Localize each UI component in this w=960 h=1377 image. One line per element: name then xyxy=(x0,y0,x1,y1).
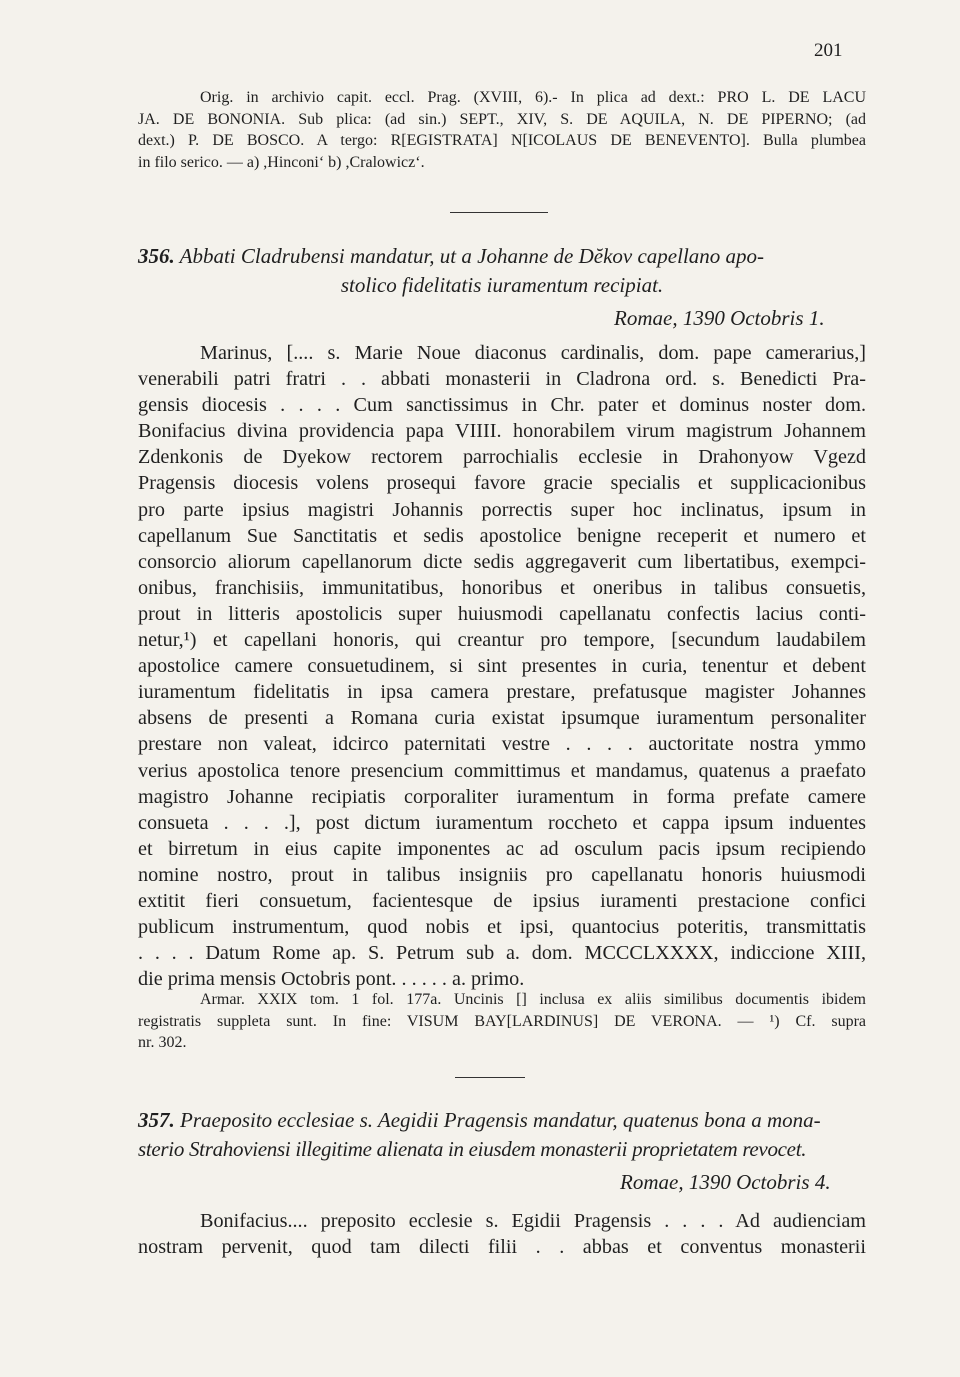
body-line: absens de presenti a Romana curia existat ipsumque iuramentum personaliter xyxy=(138,707,866,730)
body-line: gensis diocesis . . . . Cum sanctissimus in Chr. pater et dominus noster dom. xyxy=(138,394,866,417)
doc356-heading xyxy=(138,242,866,300)
doc356-heading-line2: stolico fidelitatis iuramentum recipiat. xyxy=(340,273,664,297)
section-divider xyxy=(455,1077,525,1078)
body-line: magistro Johanne recipiatis corporaliter iuramentum in forma prefate camere xyxy=(138,785,866,808)
doc356-place-date: Romae, 1390 Octobris 1. xyxy=(614,306,825,330)
body-line: venerabili patri fratri . . abbati monasterii in Cladrona ord. s. Benedicti Pra- xyxy=(138,368,866,391)
doc356-body xyxy=(138,340,866,992)
doc356-footnote xyxy=(138,989,866,1054)
note-line: dext.) P. DE BOSCO. A tergo: R[EGISTRATA] N[ICOLAUS DE BENEVENTO]. Bulla plumbea xyxy=(138,132,866,149)
doc357-place-date: Romae, 1390 Octobris 4. xyxy=(620,1170,831,1194)
doc357-heading-text: Praeposito ecclesiae s. Aegidii Pragensis mandatur, quatenus bona a mona- xyxy=(180,1108,821,1132)
doc357-heading-line2: sterio Strahoviensi illegitime alienata in eiusdem monasterii proprietatem revocet. xyxy=(138,1137,807,1161)
note-line: in filo serico. — a) ,Hinconi‘ b) ,Cralowicz‘. xyxy=(138,153,425,171)
body-line: nostram pervenit, quod tam dilecti filii . . abbas et conventus monasterii xyxy=(138,1236,866,1259)
body-line: Bonifacius.... preposito ecclesie s. Egidii Pragensis . . . . Ad audienciam xyxy=(200,1210,866,1232)
body-line: Zdenkonis de Dyekow rectorem parrochialis ecclesie in Drahonyow Vgezd xyxy=(138,446,866,469)
doc357-heading xyxy=(138,1106,866,1164)
body-line: iuramentum fidelitatis in ipsa camera prestare, prefatusque magister Johannes xyxy=(138,681,866,704)
body-line: capellanum Sue Sanctitatis et sedis apostolice benigne receperit et numero et xyxy=(138,524,866,547)
body-line: Pragensis diocesis volens prosequi favore gracie specialis et supplicacionibus xyxy=(138,472,866,495)
body-line: onibus, franchisiis, immunitatibus, honoribus et oneribus in talibus consuetis, xyxy=(138,576,866,599)
doc357-number: 357. xyxy=(138,1108,175,1132)
body-line: prestare non valeat, idcirco paternitati vestre . . . . auctoritate nostra ymmo xyxy=(138,733,866,756)
doc356-number: 356. xyxy=(138,244,175,268)
note-line: JA. DE BONONIA. Sub plica: (ad sin.) SEPT., XIV, S. DE AQUILA, N. DE PIPERNO; (ad xyxy=(138,110,866,128)
body-line: netur,¹) et capellani honoris, qui creantur pro tempore, [secundum laudabilem xyxy=(138,629,866,652)
body-line: die prima mensis Octobris pont. . . . . . a. primo. xyxy=(138,968,525,991)
body-line: verius apostolica tenore presencium committimus et mandamus, quatenus a praefato xyxy=(138,759,866,782)
body-line: consueta . . . .], post dictum iuramentum roccheto et cappa ipsum induentes xyxy=(138,811,866,834)
footnote-line: Armar. XXIX tom. 1 fol. 177a. Uncinis [] inclusa ex aliis similibus documentis ibidem xyxy=(200,991,866,1008)
doc357-heading-line xyxy=(138,1106,866,1135)
body-line: consorcio aliorum capellanorum dicte sedis aggregaverit cum libertatibus, exempci- xyxy=(138,550,866,573)
footnote-line: registratis suppleta sunt. In fine: VISUM BAY[LARDINUS] DE VERONA. — ¹) Cf. supra xyxy=(138,1012,866,1030)
original-source-note xyxy=(138,87,866,173)
doc356-heading-text: Abbati Cladrubensi mandatur, ut a Johanne de Dĕkov capellano apo- xyxy=(179,244,765,268)
section-divider xyxy=(450,212,548,213)
body-line: prout in litteris apostolicis super huiusmodi capellanatu confectis lacius conti- xyxy=(138,602,866,625)
body-line: . . . . Datum Rome ap. S. Petrum sub a. dom. MCCCLXXXX, indiccione XIII, xyxy=(138,942,866,965)
doc356-heading-line xyxy=(138,242,866,271)
doc357-body xyxy=(138,1208,866,1260)
body-line: apostolice camere consuetudinem, si sint presentes in curia, tenentur et debent xyxy=(138,655,866,678)
body-line: et birretum in eius capite imponentes ac ad osculum pacis ipsum recipiendo xyxy=(138,837,866,860)
note-line: Orig. in archivio capit. eccl. Prag. (XVIII, 6).- In plica ad dext.: PRO L. DE LACU xyxy=(200,89,866,106)
footnote-line: nr. 302. xyxy=(138,1034,187,1051)
page-number: 201 xyxy=(814,40,843,61)
body-line: nomine nostro, prout in talibus insigniis pro capellanatu honoris huiusmodi xyxy=(138,863,866,886)
body-line: Marinus, [.... s. Marie Noue diaconus cardinalis, dom. pape camerarius,] xyxy=(200,342,866,364)
body-line: extitit fieri consuetum, facientesque de ipsius iuramenti prestacione confici xyxy=(138,889,866,912)
body-line: pro parte ipsius magistri Johannis porrectis super hoc inclinatus, ipsum in xyxy=(138,498,866,521)
body-line: Bonifacius divina providencia papa VIIII. honorabilem virum magistrum Johannem xyxy=(138,420,866,443)
body-line: publicum instrumentum, quod nobis et ipsi, quantocius poteritis, transmittatis xyxy=(138,916,866,939)
